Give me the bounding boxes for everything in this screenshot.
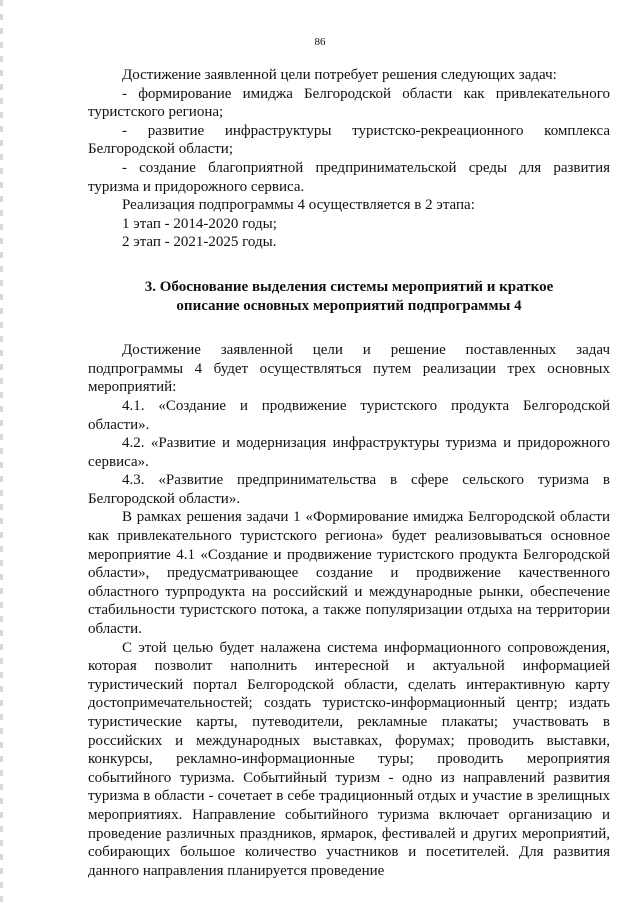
section-heading — [88, 278, 610, 315]
paragraph: - создание благоприятной предпринимательской среды для развития туризма и придорожного сервиса. — [88, 159, 610, 195]
paragraph: 2 этап - 2021-2025 годы. — [122, 234, 277, 251]
page-number: 86 — [314, 36, 326, 48]
paragraph: 1 этап - 2014-2020 годы; — [122, 215, 277, 232]
scan-left-edge — [0, 0, 3, 905]
section-heading-line: описание основных мероприятий подпрограммы 4 — [176, 297, 522, 314]
paragraph: В рамках решения задачи 1 «Формирование имиджа Белгородской области как привлекательного туристского региона» будет реализовываться основное мероприятие 4.1 «Создание и продвижение туристского продукта Белгородской области», предусматривающее создание и продвижение качественного областного турпродукта на российский и международные рынки, обеспечение стабильности туристского потока, а также популяризации отдыха на территории области. — [88, 509, 610, 638]
paragraph: Реализация подпрограммы 4 осуществляется в 2 этапа: — [122, 197, 475, 214]
paragraph: Достижение заявленной цели потребует решения следующих задач: — [122, 67, 557, 83]
paragraph: 4.2. «Развитие и модернизация инфраструктуры туризма и придорожного сервиса». — [88, 435, 610, 470]
paragraph: 4.1. «Создание и продвижение туристского продукта Белгородской области». — [88, 397, 610, 433]
section-heading-line: 3. Обоснование выделения системы мероприятий и краткое — [144, 278, 554, 295]
document-body — [88, 66, 610, 880]
paragraph: - развитие инфраструктуры туристско-рекреационного комплекса Белгородской области; — [88, 122, 610, 158]
paragraph: С этой целью будет налажена система информационного сопровождения, которая позволит наполнить интересной и актуальной информацией туристический портал Белгородской области, сделать интерактивную карту достопримечательностей; создать туристско-информационный центр; издать туристические карты, путеводители, рекламные плакаты; участвовать в российских и международных выставках, форумах; проводить выставки, конкурсы, рекламно-информационные туры; проводить мероприятия событийного туризма. Событийный туризм - одно из направлений развития туризма в области - сочетает в себе традиционный отдых и участие в зрелищных мероприятиях. Направление событийного туризма включает организацию и проведение различных праздников, ярмарок, фестивалей и других мероприятий, собирающих большое количество участников и посетителей. Для развития данного направления планируется проведение — [88, 639, 610, 879]
paragraph: - формирование имиджа Белгородской области как привлекательного туристского региона; — [88, 85, 610, 121]
paragraph: Достижение заявленной цели и решение поставленных задач подпрограммы 4 будет осуществляться путем реализации трех основных мероприятий: — [88, 342, 610, 396]
paragraph: 4.3. «Развитие предпринимательства в сфере сельского туризма в Белгородской области». — [88, 472, 610, 507]
